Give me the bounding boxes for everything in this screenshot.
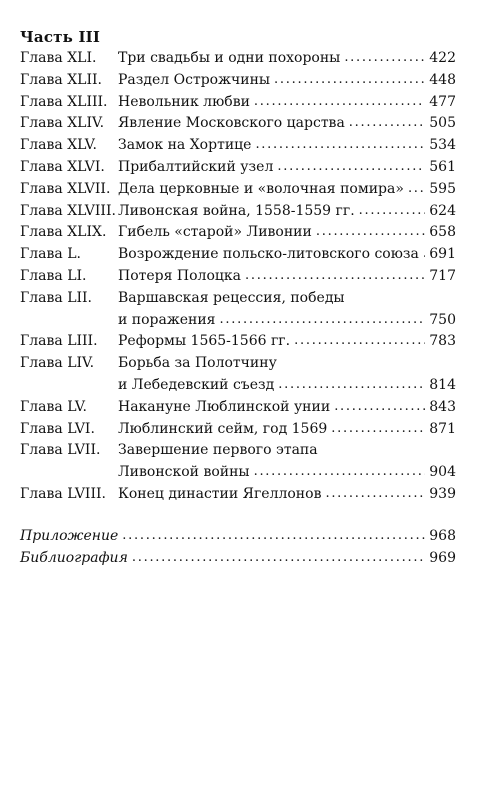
page-number: 904	[429, 464, 456, 481]
page-number: 658	[429, 224, 456, 241]
toc-entry[interactable]	[20, 353, 456, 397]
chapter-number: Глава XLVI.	[20, 158, 105, 175]
chapter-number: Глава LVIII.	[20, 485, 106, 502]
dot-leader	[255, 134, 425, 156]
chapter-body	[118, 419, 456, 441]
chapter-body	[118, 288, 456, 332]
chapter-title-line	[118, 113, 456, 135]
chapter-title-line	[118, 419, 456, 441]
page-number: 939	[429, 485, 456, 502]
dot-leader	[423, 243, 425, 265]
chapter-title: Три свадьбы и одни похороны	[118, 50, 341, 66]
toc-entry[interactable]	[20, 222, 456, 244]
chapter-title: Невольник любви	[118, 93, 250, 110]
page-number: 448	[429, 71, 456, 88]
chapter-title: Накануне Люблинской унии	[118, 398, 331, 415]
appendix-title: Библиография	[20, 549, 128, 566]
page-number: 750	[429, 311, 456, 328]
chapter-body	[118, 244, 456, 266]
chapter-title: и Лебедевский съезд	[118, 376, 275, 393]
chapter-number: Глава LVI.	[20, 420, 95, 437]
chapter-number: Глава XLV.	[20, 137, 97, 154]
chapter-title-line	[118, 310, 456, 332]
chapter-title-line	[118, 157, 456, 179]
chapter-body	[118, 201, 456, 223]
toc-entry[interactable]	[20, 397, 456, 419]
section-gap	[20, 506, 456, 526]
chapter-body	[118, 222, 456, 244]
chapter-title-line	[118, 92, 456, 114]
dot-leader	[245, 265, 425, 287]
dot-leader	[325, 483, 425, 505]
appendix-entry[interactable]	[20, 526, 456, 548]
appendix-list	[20, 526, 456, 570]
chapter-title: Реформы 1565-1566 гг.	[118, 333, 291, 350]
page-number: 968	[429, 527, 456, 544]
chapter-body	[118, 266, 456, 288]
page-number: 477	[429, 93, 456, 110]
dot-leader	[334, 396, 425, 418]
chapter-title: Возрождение польско-литовского союза	[118, 246, 419, 263]
toc-entry[interactable]	[20, 331, 456, 353]
chapter-title-line	[118, 484, 456, 506]
chapter-number: Глава LIV.	[20, 355, 95, 372]
chapter-body	[118, 70, 456, 92]
chapter-number: Глава XLIX.	[20, 224, 107, 241]
chapter-title-line	[118, 222, 456, 244]
page-number: 783	[429, 333, 456, 350]
chapter-number: Глава XLII.	[20, 71, 102, 88]
chapter-body	[118, 397, 456, 419]
chapter-title: Дела церковные и «волочная помира»	[118, 180, 404, 197]
page-number: 561	[429, 158, 456, 175]
chapter-body	[118, 113, 456, 135]
appendix-line	[20, 526, 456, 548]
chapter-title-line	[118, 375, 456, 397]
dot-leader	[254, 91, 425, 113]
dot-leader	[344, 47, 425, 69]
toc-entry[interactable]	[20, 244, 456, 266]
page-number: 422	[429, 50, 456, 66]
page-number: 595	[429, 180, 456, 197]
chapter-number: Глава XLIII.	[20, 93, 108, 110]
chapter-body	[118, 157, 456, 179]
chapter-title-line	[118, 331, 456, 353]
part-title: Часть III	[20, 28, 101, 46]
chapter-title: Борьба за Полотчину	[118, 355, 277, 372]
chapter-number: Глава XLVII.	[20, 180, 111, 197]
dot-leader	[294, 330, 425, 352]
page-number: 534	[429, 137, 456, 154]
chapter-number: Глава LII.	[20, 289, 92, 306]
dot-leader	[359, 200, 426, 222]
toc-entry[interactable]	[20, 113, 456, 135]
chapter-title-line	[118, 244, 456, 266]
chapter-body	[118, 48, 456, 70]
page-number: 691	[429, 246, 456, 263]
chapter-title: Ливонской войны	[118, 464, 250, 481]
chapter-title: Ливонская война, 1558-1559 гг.	[118, 202, 355, 219]
chapter-title-line	[118, 288, 456, 310]
chapter-title: Раздел Острожчины	[118, 71, 271, 88]
appendix-entry[interactable]	[20, 548, 456, 570]
chapter-number: Глава LI.	[20, 267, 87, 284]
chapter-body	[118, 331, 456, 353]
chapter-body	[118, 440, 456, 484]
dot-leader	[278, 374, 425, 396]
chapter-title: Гибель «старой» Ливонии	[118, 224, 312, 241]
toc-entry[interactable]	[20, 135, 456, 157]
appendix-line	[20, 548, 456, 570]
dot-leader	[274, 69, 425, 91]
chapter-number: Глава LIII.	[20, 333, 98, 350]
chapter-title-line	[118, 397, 456, 419]
chapter-title: и поражения	[118, 311, 216, 328]
page-number: 871	[429, 420, 456, 437]
chapter-title-line	[118, 70, 456, 92]
chapter-title-line	[118, 462, 456, 484]
table-of-contents	[20, 26, 456, 569]
chapter-number: Глава LV.	[20, 398, 87, 415]
chapter-title-line	[118, 353, 456, 375]
chapter-title-line	[118, 266, 456, 288]
chapter-title-line	[118, 135, 456, 157]
dot-leader	[254, 461, 426, 483]
appendix-body	[20, 526, 456, 548]
dot-leader	[331, 418, 425, 440]
chapter-number: Глава XLI.	[20, 50, 97, 66]
page-number: 717	[429, 267, 456, 284]
page-number: 843	[429, 398, 456, 415]
page-number: 505	[429, 115, 456, 132]
toc-entry[interactable]	[20, 92, 456, 114]
chapter-title: Завершение первого этапа	[118, 442, 318, 459]
dot-leader	[316, 221, 425, 243]
chapter-number: Глава XLVIII.	[20, 202, 116, 219]
toc-entry[interactable]	[20, 157, 456, 179]
toc-entry[interactable]	[20, 179, 456, 201]
chapter-number: Глава L.	[20, 246, 81, 263]
toc-entry[interactable]	[20, 48, 456, 70]
toc-entry[interactable]	[20, 288, 456, 332]
chapter-number: Глава XLIV.	[20, 115, 105, 132]
appendix-body	[20, 548, 456, 570]
chapter-number: Глава LVII.	[20, 442, 101, 459]
chapter-title: Варшавская рецессия, победы	[118, 289, 345, 306]
dot-leader	[122, 525, 425, 547]
chapter-title-line	[118, 440, 456, 462]
chapter-title-line	[118, 48, 456, 70]
page-number: 624	[429, 202, 456, 219]
chapter-title: Люблинский сейм, год 1569	[118, 420, 328, 437]
chapter-title: Потеря Полоцка	[118, 267, 241, 284]
toc-entry[interactable]	[20, 440, 456, 484]
toc-entry[interactable]	[20, 70, 456, 92]
page-number: 969	[429, 549, 456, 566]
dot-leader	[349, 112, 425, 134]
chapter-title: Явление Московского царства	[118, 115, 345, 132]
dot-leader	[408, 178, 425, 200]
dot-leader	[277, 156, 425, 178]
chapter-title: Прибалтийский узел	[118, 158, 274, 175]
chapter-body	[118, 353, 456, 397]
chapter-body	[118, 92, 456, 114]
chapter-title-line	[118, 179, 456, 201]
chapter-title: Замок на Хортице	[118, 137, 252, 154]
appendix-title: Приложение	[20, 527, 119, 544]
chapter-body	[118, 135, 456, 157]
toc-entry[interactable]	[20, 484, 456, 506]
chapter-list	[20, 48, 456, 506]
toc-entry[interactable]	[20, 201, 456, 223]
toc-entry[interactable]	[20, 419, 456, 441]
chapter-title: Конец династии Ягеллонов	[118, 485, 322, 502]
chapter-body	[118, 179, 456, 201]
chapter-body	[118, 484, 456, 506]
page-number: 814	[429, 376, 456, 393]
chapter-title-line	[118, 201, 456, 223]
dot-leader	[132, 547, 425, 569]
toc-entry[interactable]	[20, 266, 456, 288]
dot-leader	[220, 309, 426, 331]
